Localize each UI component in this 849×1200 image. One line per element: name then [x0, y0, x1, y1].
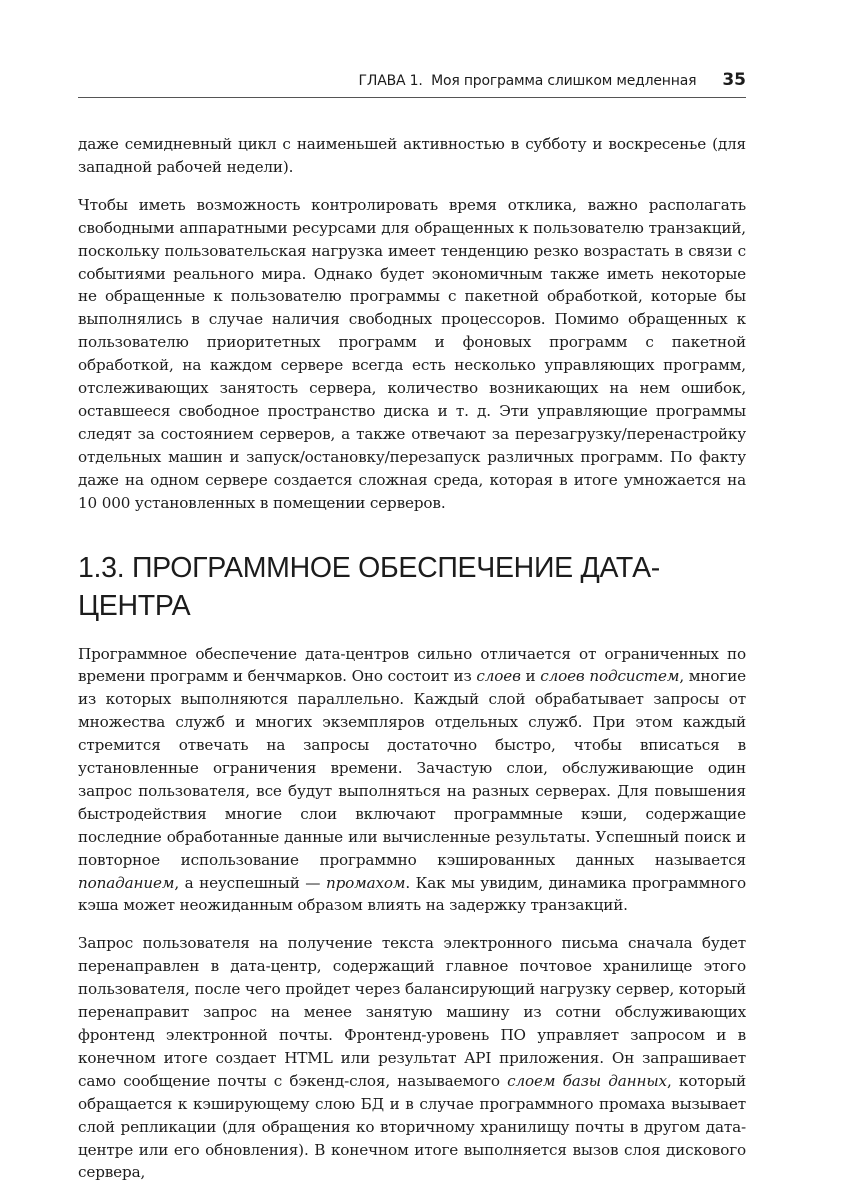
p4-text-b: , который обращается к кэширующему слою БД и в случае программного промаха вызывает слой репликации (для обращения ко вторичному хранилищу почты в другом дата-центре или его обновления). В конечном итоге выполняется вызов слоя дискового сервера,: [78, 1071, 746, 1182]
chapter-name: Моя программа слишком медленная: [431, 73, 697, 89]
p3-term-hit: попаданием: [78, 873, 175, 892]
paragraph-1: даже семидневный цикл с наименьшей активностью в субботу и воскресенье (для западной рабочей недели).: [78, 135, 746, 176]
paragraph-2: Чтобы иметь возможность контролировать время отклика, важно располагать свободными аппаратными ресурсами для обращенных к пользователю транзакций, поскольку пользовательская нагрузка имеет тенденцию резко возрастать в связи с событиями реального мира. Однако будет экономичным также иметь некоторые не обращенные к пользователю программы с пакетной обработкой, которые бы выполнялись в случае наличия свободных процессоров. Помимо обращенных к пользователю приоритетных программ и фоновых программ с пакетной обработкой, на каждом сервере всегда есть несколько управляющих программ, отслеживающих занятость сервера, количество возникающих на нем ошибок, оставшееся свободное пространство диска и т. д. Эти управляющие программы следят за состоянием серверов, а также отвечают за перезагрузку/перенастройку отдельных машин и запуск/остановку/перезапуск различных программ. По факту даже на одном сервере создается сложная среда, которая в итоге умножается на 10 000 установленных в помещении серверов.: [78, 195, 746, 512]
p3-term-sublayers: слоев подсистем: [540, 667, 680, 686]
header-rule: [78, 97, 746, 98]
page-number: 35: [722, 70, 746, 90]
p4-text-a: Запрос пользователя на получение текста электронного письма сначала будет перенаправлен в дата-центр, содержащий главное почтовое хранилище этого пользователя, после чего пройдет через балансирующий нагрузку сервер, который перенаправит запрос на менее занятую машину из сотни обслуживающих фронтенд электронной почты. Фронтенд-уровень ПО управляет запросом и в конечном итоге создает HTML или результат API приложения. Он запрашивает само сообщение почты с бэкенд-слоя, называемого: [78, 934, 746, 1090]
page-body: [78, 133, 746, 1199]
p3-term-layers: слоев: [476, 667, 521, 686]
chapter-label: ГЛАВА 1.: [358, 73, 423, 89]
chapter-title: [359, 73, 697, 89]
p3-text-d: , а неуспешный —: [174, 873, 326, 892]
p3-text-e: . Как мы увидим, динамика программного кэша может неожиданным образом влиять на задержку транзакций.: [78, 873, 747, 915]
p3-text-c: , многие из которых выполняются параллельно. Каждый слой обрабатывает запросы от множества служб и многих экземпляров отдельных служб. При этом каждый стремится отвечать на запросы достаточно быстро, чтобы вписаться в установленные ограничения времени. Зачастую слои, обслуживающие один запрос пользователя, все будут выполняться на разных серверах. Для повышения быстродействия многие слои включают программные кэши, содержащие последние обработанные данные или вычисленные результаты. Успешный поиск и повторное использование программно кэшированных данных называется: [78, 667, 747, 869]
p3-term-miss: промахом: [325, 873, 406, 892]
p4-term-db-layer: слоем базы данных: [507, 1071, 667, 1090]
section-heading: 1.3. ПРОГРАММНОЕ ОБЕСПЕЧЕНИЕ ДАТА-ЦЕНТРА: [78, 551, 660, 622]
paragraph-3: [78, 643, 746, 918]
running-head: [78, 70, 746, 90]
p3-text-a: Программное обеспечение дата-центров сильно отличается от ограниченных по времени программ и бенчмарков. Оно состоит из: [78, 644, 746, 686]
paragraph-4: [78, 932, 746, 1184]
p3-text-b: и: [520, 667, 541, 686]
